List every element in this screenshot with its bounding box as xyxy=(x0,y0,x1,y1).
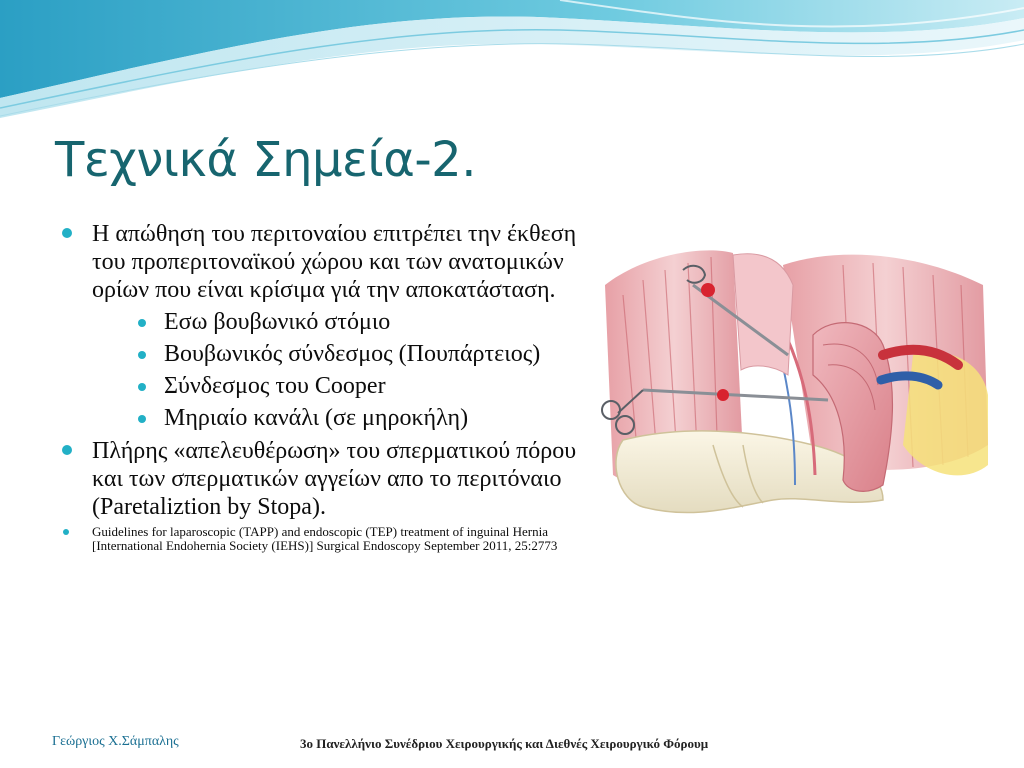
reference-text: Guidelines for laparoscopic (TAPP) and endoscopic (TEP) treatment of inguinal Hernia [International Endohernia Society (IEHS)] Surgical Endoscopy September 2011, 25:2773 xyxy=(92,524,558,553)
bullet-item-parietalization xyxy=(62,437,587,521)
sub-bullet-text: Σύνδεσμος του Cooper xyxy=(164,373,386,399)
slide-content xyxy=(62,220,587,553)
sub-bullet-item xyxy=(138,372,587,401)
bullet-dot-icon xyxy=(138,415,146,423)
laparoscopic-anatomy-icon xyxy=(583,245,995,550)
header-wave-decoration xyxy=(0,0,1024,130)
sub-bullet-item xyxy=(138,308,587,337)
bullet-text: Η απώθηση του περιτοναίου επιτρέπει την έκθεση του προπεριτοναϊκού χώρου και των ανατομικών ορίων που είναι κρίσιμα γιά την αποκατάσταση. xyxy=(92,221,577,303)
footer-event: 3ο Πανελλήνιο Συνέδριου Χειρουργικής και Διεθνές Χειρουργικό Φόρουμ xyxy=(300,736,709,751)
anatomy-illustration xyxy=(583,245,995,550)
bullet-item-reference xyxy=(62,525,587,553)
bullet-text: Πλήρης «απελευθέρωση» του σπερματικού πόρου και των σπερματικών αγγείων απο το περιτόναιο (Paretaliztion by Stopa). xyxy=(92,438,577,520)
sub-bullet-text: Βουβωνικός σύνδεσμος (Πουπάρτειος) xyxy=(164,341,541,367)
sub-bullet-item xyxy=(138,404,587,433)
bullet-dot-icon xyxy=(138,351,146,359)
sub-bullet-item xyxy=(138,340,587,369)
bullet-item-peritoneum xyxy=(62,220,587,433)
slide-title: Τεχνικά Σημεία-2. xyxy=(55,132,476,188)
bullet-list xyxy=(62,220,587,553)
sub-bullet-list xyxy=(92,308,587,433)
sub-bullet-text: Εσω βουβωνικό στόμιο xyxy=(164,309,391,335)
bullet-dot-icon xyxy=(138,383,146,391)
footer-author: Γεώργιος Χ.Σάμπαλης xyxy=(52,734,179,749)
bullet-dot-icon xyxy=(62,228,72,238)
bullet-dot-icon xyxy=(138,319,146,327)
sub-bullet-text: Μηριαίο κανάλι (σε μηροκήλη) xyxy=(164,405,469,431)
bullet-dot-icon xyxy=(63,529,69,535)
bullet-dot-icon xyxy=(62,445,72,455)
